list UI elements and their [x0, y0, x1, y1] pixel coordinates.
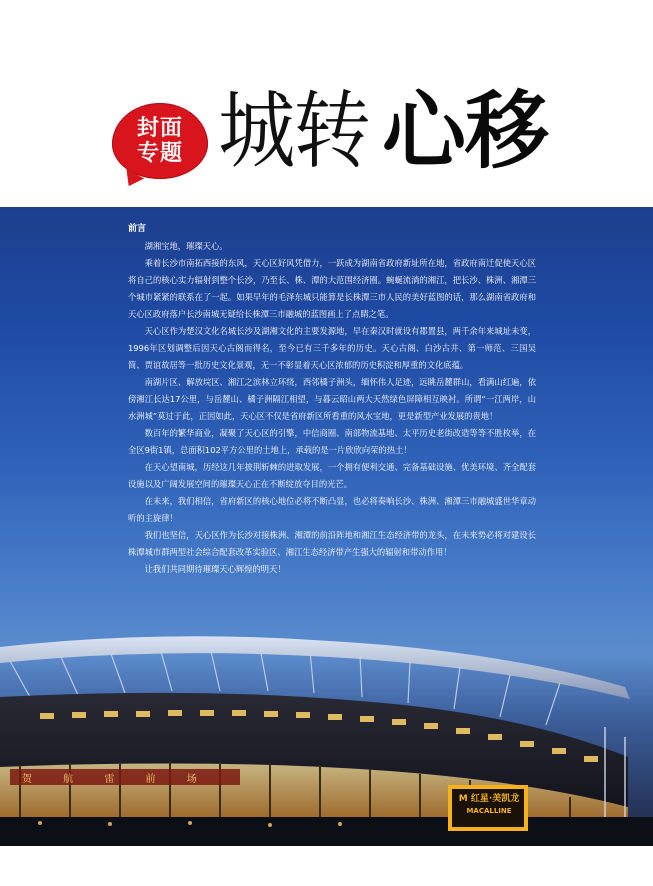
cover-feature-badge: [112, 103, 208, 179]
badge-line-1: 封面: [136, 115, 183, 141]
page-title: [218, 76, 548, 186]
article-paragraph: 在未来，我们相信，省府新区的核心地位必将不断凸显，也必将奏响长沙、株洲、湘潭三市融城盛世华章动听的主旋律！: [128, 496, 536, 523]
article: [128, 221, 536, 578]
article-paragraph: 我们也坚信，天心区作为长沙对接株洲、湘潭的前沿阵地和湘江生态经济带的龙头，在未来势必将对建设长株潭城市群两型社会综合配套改革实验区、湘江生态经济带产生强大的辐射和带动作用！: [128, 530, 536, 557]
article-paragraph: 数百年的繁华商业，凝聚了天心区的引擎，中信商圈、南部物流基地、太平历史老街改造等等不胜枚举，在全区9街1镇，总面积102平方公里的土地上，承载的是一片欣欣向荣的热土！: [128, 428, 536, 455]
article-paragraph: 南湖片区、解放垸区、湘江之滨林立环绕，西邻橘子洲头，缅怀伟人足迹，远眺岳麓群山，看满山红遍，依傍湘江长达17公里，与岳麓山、橘子洲隔江相望，与暮云昭山两大天然绿色屏障相互映衬。所谓“一江两岸，山水洲城”莫过于此，正因如此，天心区不仅是省府新区所看重的风水宝地，更是新型产业发展的贵地！: [128, 377, 536, 421]
article-paragraph: 天心区作为楚汉文化名城长沙及湖湘文化的主要发源地，早在秦汉时就设有郡置县，两千余年来城址未变，1996年区划调整后因天心古阁而得名，至今已有三千多年的历史。天心古阁、白沙古井、第一师范、三国吴简、贾谊故居等一批历史文化景观，无一不彰显着天心区浓郁的历史积淀和厚重的文化底蕴。: [128, 326, 536, 370]
stadium-roof: [0, 636, 630, 699]
macalline-sign-sub: MACALLINE: [466, 807, 512, 815]
badge-line-2: 专题: [136, 140, 183, 166]
title-light-part: 城转: [218, 82, 369, 180]
title-bold-part: 心移: [382, 82, 549, 180]
article-paragraph: 让我们共同期待璀璨天心辉煌的明天！: [144, 564, 286, 574]
storefront-banner-text: 贺 航 雷 前 场: [22, 774, 211, 785]
stadium-illustration: [0, 617, 653, 846]
macalline-sign-text: M 红星·美凯龙: [458, 794, 520, 804]
article-paragraph: 乘着长沙市南拓西接的东风，天心区好风凭借力，一跃成为湖南省政府新址所在地，省政府南迁促使天心区将自己的核心实力辐射到整个长沙，乃至长、株、潭的大范围经济圈。蜿蜒流淌的湘江，把长沙、株洲、湘潭三个城市紧紧的联系在了一起。如果早年的毛泽东城只能算是长株潭三市人民的美好蓝图的话，那么湖南省政府和天心区政府落户长沙南城无疑给长株潭三市融城的蓝图画上了点睛之笔。: [128, 258, 536, 319]
night-stadium-photo: [0, 207, 653, 846]
article-paragraph: 湖湘宝地，璀璨天心。: [144, 241, 228, 251]
ground: [0, 817, 653, 846]
header: [0, 0, 653, 205]
page-bottom-margin: [0, 846, 653, 886]
article-heading: 前言: [128, 224, 147, 234]
article-paragraph: 在天心望南城，历经这几年披荆斩棘的进取发展，一个拥有便利交通、完备基础设施、优美环境、齐全配套设施以及广阔发展空间的璀璨天心正在不断绽放夺目的光芒。: [128, 462, 536, 489]
